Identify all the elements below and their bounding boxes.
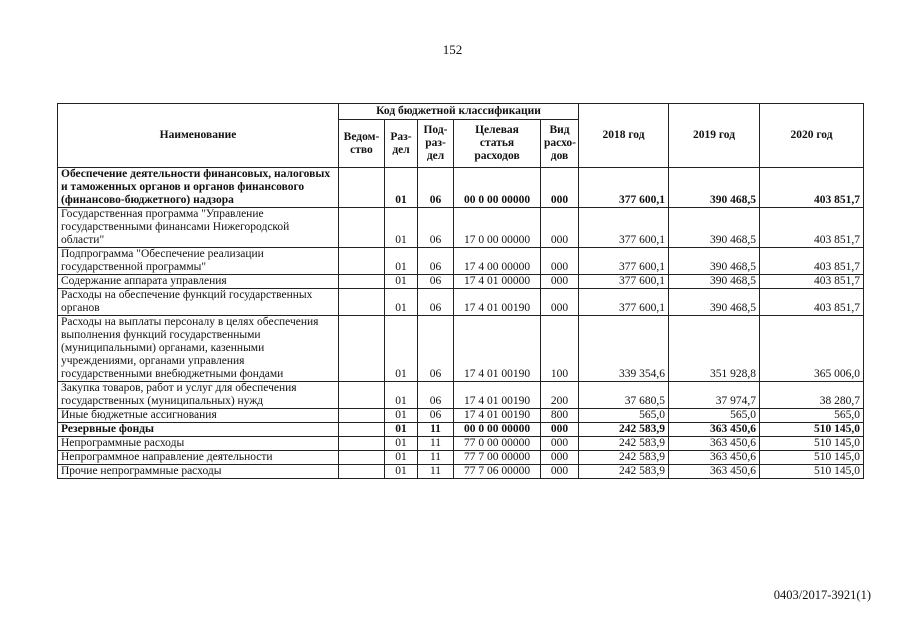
cell-y2020: 510 145,0: [760, 423, 864, 437]
cell-target: 77 0 00 00000: [454, 437, 541, 451]
cell-podrazdel: 11: [418, 437, 454, 451]
cell-vid: 000: [541, 168, 579, 208]
cell-razdel: 01: [385, 289, 418, 316]
cell-vid: 000: [541, 208, 579, 248]
cell-y2018: 377 600,1: [579, 275, 669, 289]
cell-razdel: 01: [385, 409, 418, 423]
cell-y2018: 242 583,9: [579, 465, 669, 479]
cell-name: Закупка товаров, работ и услуг для обеспечения государственных (муниципальных) нужд: [58, 382, 339, 409]
table-row: [58, 275, 864, 289]
page-number: 152: [442, 42, 463, 57]
cell-y2020: 510 145,0: [760, 437, 864, 451]
cell-razdel: 01: [385, 382, 418, 409]
cell-vid: 000: [541, 423, 579, 437]
cell-vedom: [339, 289, 385, 316]
cell-name: Иные бюджетные ассигнования: [58, 409, 339, 423]
table-row: [58, 208, 864, 248]
table-row: [58, 289, 864, 316]
cell-y2019: 363 450,6: [669, 423, 760, 437]
cell-y2018: 242 583,9: [579, 423, 669, 437]
cell-vedom: [339, 437, 385, 451]
header-target: Целевая статья расходов: [454, 120, 541, 168]
cell-vid: 100: [541, 316, 579, 382]
cell-podrazdel: 06: [418, 409, 454, 423]
cell-vedom: [339, 451, 385, 465]
cell-target: 17 4 00 00000: [454, 248, 541, 275]
cell-y2018: 242 583,9: [579, 451, 669, 465]
cell-name: Содержание аппарата управления: [58, 275, 339, 289]
table-row: [58, 248, 864, 275]
cell-target: 77 7 00 00000: [454, 451, 541, 465]
cell-target: 17 4 01 00190: [454, 409, 541, 423]
cell-vid: 000: [541, 437, 579, 451]
cell-y2018: 339 354,6: [579, 316, 669, 382]
table-row: [58, 409, 864, 423]
cell-y2019: 363 450,6: [669, 465, 760, 479]
cell-y2018: 377 600,1: [579, 289, 669, 316]
cell-name: Прочие непрограммные расходы: [58, 465, 339, 479]
cell-podrazdel: 06: [418, 316, 454, 382]
header-podrazdel: Под-раз-дел: [418, 120, 454, 168]
cell-vid: 000: [541, 289, 579, 316]
cell-y2019: 390 468,5: [669, 275, 760, 289]
cell-name: Расходы на выплаты персоналу в целях обеспечения выполнения функций государственными (муниципальными) органами, казенными учреждениями, органами управления государственными внебюджетными фондами: [58, 316, 339, 382]
cell-y2020: 403 851,7: [760, 208, 864, 248]
cell-target: 00 0 00 00000: [454, 423, 541, 437]
cell-y2019: 390 468,5: [669, 208, 760, 248]
cell-podrazdel: 06: [418, 382, 454, 409]
cell-vid: 000: [541, 451, 579, 465]
budget-table: [57, 103, 864, 479]
table-row: [58, 382, 864, 409]
cell-y2018: 377 600,1: [579, 168, 669, 208]
cell-y2019: 351 928,8: [669, 316, 760, 382]
cell-y2020: 403 851,7: [760, 289, 864, 316]
cell-name: Обеспечение деятельности финансовых, налоговых и таможенных органов и органов финансового (финансово-бюджетного) надзора: [58, 168, 339, 208]
cell-razdel: 01: [385, 208, 418, 248]
table-row: [58, 451, 864, 465]
cell-y2019: 363 450,6: [669, 451, 760, 465]
cell-name: Непрограммные расходы: [58, 437, 339, 451]
cell-vedom: [339, 208, 385, 248]
footer-code: 0403/2017-3921(1): [773, 588, 871, 602]
cell-vedom: [339, 248, 385, 275]
header-razdel: Раз-дел: [385, 120, 418, 168]
cell-vedom: [339, 275, 385, 289]
cell-y2018: 242 583,9: [579, 437, 669, 451]
header-2020: 2020 год: [760, 104, 864, 168]
cell-name: Непрограммное направление деятельности: [58, 451, 339, 465]
cell-razdel: 01: [385, 465, 418, 479]
table-row: [58, 168, 864, 208]
table-row: [58, 437, 864, 451]
cell-target: 17 4 01 00190: [454, 289, 541, 316]
cell-target: 17 4 01 00190: [454, 382, 541, 409]
cell-y2018: 37 680,5: [579, 382, 669, 409]
cell-razdel: 01: [385, 275, 418, 289]
cell-podrazdel: 06: [418, 289, 454, 316]
cell-name: Подпрограмма "Обеспечение реализации государственной программы": [58, 248, 339, 275]
cell-y2019: 390 468,5: [669, 289, 760, 316]
cell-vid: 200: [541, 382, 579, 409]
cell-podrazdel: 06: [418, 208, 454, 248]
cell-y2018: 377 600,1: [579, 208, 669, 248]
cell-y2018: 565,0: [579, 409, 669, 423]
cell-target: 17 4 01 00190: [454, 316, 541, 382]
cell-vid: 000: [541, 465, 579, 479]
cell-y2019: 363 450,6: [669, 437, 760, 451]
table-row: [58, 465, 864, 479]
cell-target: 17 4 01 00000: [454, 275, 541, 289]
header-2019: 2019 год: [669, 104, 760, 168]
cell-vedom: [339, 465, 385, 479]
cell-name: Резервные фонды: [58, 423, 339, 437]
cell-vedom: [339, 409, 385, 423]
header-vedom: Ведом-ство: [339, 120, 385, 168]
cell-razdel: 01: [385, 451, 418, 465]
cell-vid: 800: [541, 409, 579, 423]
cell-target: 00 0 00 00000: [454, 168, 541, 208]
header-code-group: Код бюджетной классификации: [339, 104, 579, 120]
cell-y2020: 510 145,0: [760, 465, 864, 479]
cell-vedom: [339, 423, 385, 437]
cell-target: 77 7 06 00000: [454, 465, 541, 479]
cell-vid: 000: [541, 275, 579, 289]
cell-y2019: 565,0: [669, 409, 760, 423]
cell-name: Государственная программа "Управление государственными финансами Нижегородской области": [58, 208, 339, 248]
cell-razdel: 01: [385, 437, 418, 451]
cell-podrazdel: 06: [418, 248, 454, 275]
table-row: [58, 316, 864, 382]
cell-razdel: 01: [385, 248, 418, 275]
cell-name: Расходы на обеспечение функций государственных органов: [58, 289, 339, 316]
cell-podrazdel: 06: [418, 275, 454, 289]
cell-razdel: 01: [385, 316, 418, 382]
cell-podrazdel: 11: [418, 465, 454, 479]
table-body: [58, 168, 864, 479]
cell-y2020: 403 851,7: [760, 275, 864, 289]
cell-y2019: 390 468,5: [669, 248, 760, 275]
cell-razdel: 01: [385, 423, 418, 437]
cell-vedom: [339, 382, 385, 409]
header-vid: Вид расхо-дов: [541, 120, 579, 168]
cell-vedom: [339, 316, 385, 382]
cell-target: 17 0 00 00000: [454, 208, 541, 248]
cell-podrazdel: 11: [418, 423, 454, 437]
cell-y2019: 390 468,5: [669, 168, 760, 208]
cell-y2020: 510 145,0: [760, 451, 864, 465]
cell-y2020: 38 280,7: [760, 382, 864, 409]
cell-y2020: 403 851,7: [760, 168, 864, 208]
cell-y2020: 565,0: [760, 409, 864, 423]
cell-vid: 000: [541, 248, 579, 275]
header-2018: 2018 год: [579, 104, 669, 168]
cell-vedom: [339, 168, 385, 208]
cell-y2020: 403 851,7: [760, 248, 864, 275]
cell-y2018: 377 600,1: [579, 248, 669, 275]
header-name: Наименование: [58, 104, 339, 168]
cell-podrazdel: 06: [418, 168, 454, 208]
cell-y2019: 37 974,7: [669, 382, 760, 409]
cell-y2020: 365 006,0: [760, 316, 864, 382]
cell-razdel: 01: [385, 168, 418, 208]
cell-podrazdel: 11: [418, 451, 454, 465]
table-row: [58, 423, 864, 437]
